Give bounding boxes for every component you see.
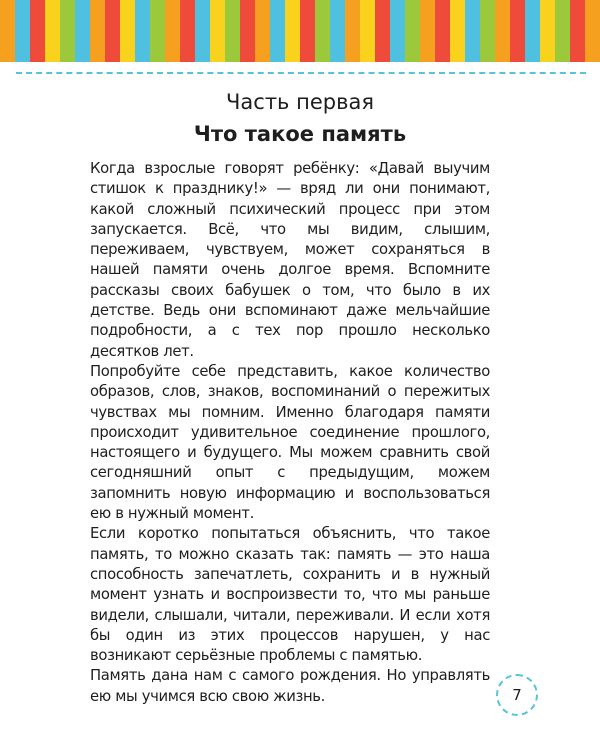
chapter-header (0, 88, 600, 148)
stripe (420, 0, 435, 62)
stripe (150, 0, 165, 62)
stripe (450, 0, 465, 62)
stripe (315, 0, 330, 62)
stripe (120, 0, 135, 62)
stripe (30, 0, 45, 62)
stripe (0, 0, 15, 62)
stripe (375, 0, 390, 62)
decorative-stripes (0, 0, 600, 62)
stripe (75, 0, 90, 62)
stripe (195, 0, 210, 62)
stripe (345, 0, 360, 62)
stripe (210, 0, 225, 62)
stripe (360, 0, 375, 62)
stripe (585, 0, 600, 62)
stripe (435, 0, 450, 62)
stripe (510, 0, 525, 62)
stripe (270, 0, 285, 62)
stripe (15, 0, 30, 62)
stripe (240, 0, 255, 62)
paragraph: Память дана нам с самого рождения. Но управлять ею мы учимся всю свою жизнь. (90, 667, 490, 705)
stripe (555, 0, 570, 62)
stripe (135, 0, 150, 62)
stripe (480, 0, 495, 62)
paragraph: Когда взрослые говорят ребёнку: «Давай выучим стишок к празднику!» — вряд ли они понимают, какой сложный психический процесс при этом запускается. Всё, что мы видим, слышим, переживаем, чувствуем, может сохраняться в нашей памяти очень долгое время. Вспомните рассказы своих бабушек о том, что было в их детстве. Ведь они вспоминают даже мельчайшие подробности, а с тех пор прошло несколько десятков лет. (90, 160, 490, 360)
part-label: Часть первая (226, 90, 374, 114)
stripe (255, 0, 270, 62)
stripe (465, 0, 480, 62)
stripe (495, 0, 510, 62)
stripe (45, 0, 60, 62)
stripe (225, 0, 240, 62)
stripe (165, 0, 180, 62)
dashed-divider (16, 72, 586, 74)
stripe (60, 0, 75, 62)
page-number: 7 (496, 674, 538, 716)
stripe (570, 0, 585, 62)
body-text (90, 159, 490, 707)
stripe (525, 0, 540, 62)
stripe (105, 0, 120, 62)
paragraph: Попробуйте себе представить, какое количество образов, слов, знаков, воспоминаний о пережитых чувствах мы помним. Именно благодаря памяти происходит удивительное соединение прошлого, настоящего и будущего. Мы можем сравнить свой сегодняшний опыт с предыдущим, можем запомнить новую информацию и воспользоваться ею в нужный момент. (90, 362, 490, 523)
stripe (300, 0, 315, 62)
stripe (405, 0, 420, 62)
stripe (180, 0, 195, 62)
stripe (390, 0, 405, 62)
stripe (285, 0, 300, 62)
stripe (330, 0, 345, 62)
stripe (90, 0, 105, 62)
stripe (540, 0, 555, 62)
chapter-title: Что такое память (193, 122, 407, 146)
paragraph: Если коротко попытаться объяснить, что такое память, то можно сказать так: память — это наша способность запечатлеть, сохранить и в нужный момент узнать и воспроизвести то, что мы раньше видели, слышали, читали, переживали. И если хотя бы один из этих процессов нарушен, у нас возникают серьёзные проблемы с памятью. (90, 525, 490, 665)
